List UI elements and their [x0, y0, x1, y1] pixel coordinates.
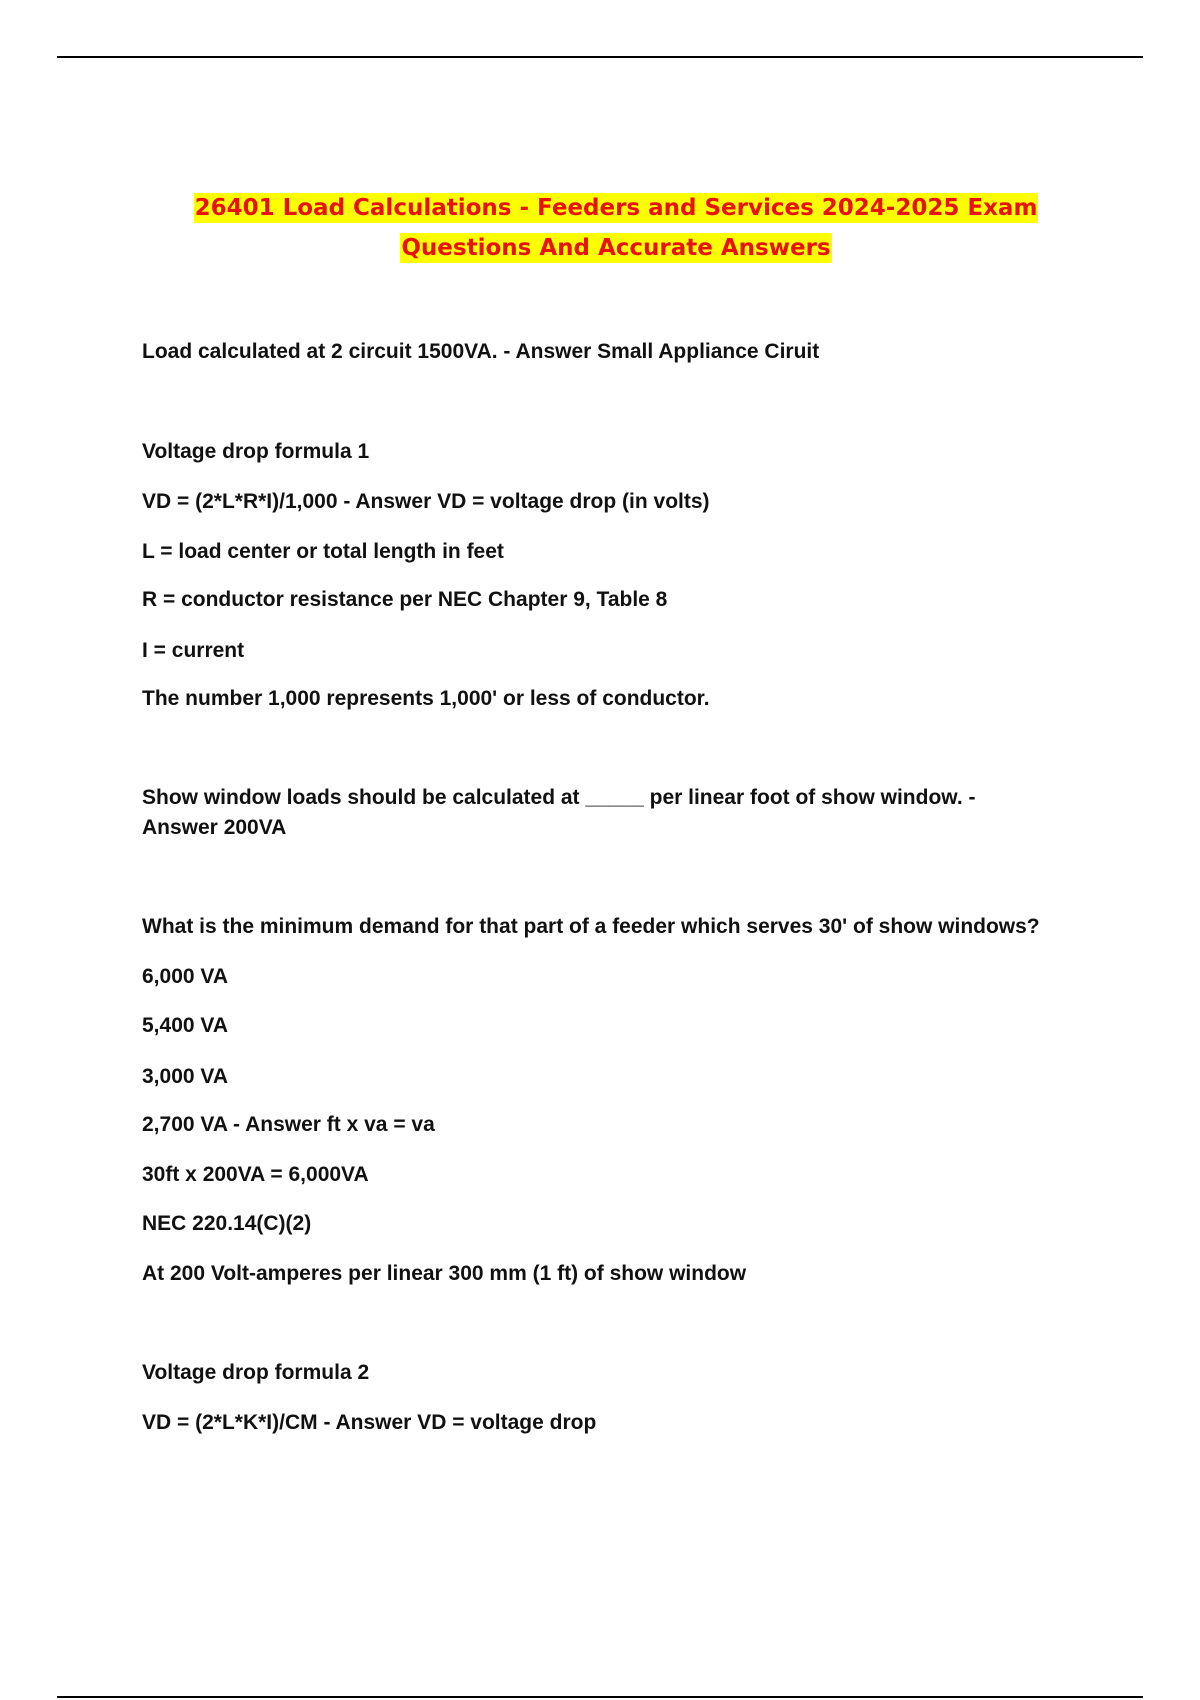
qa-line: Load calculated at 2 circuit 1500VA. - Answer Small Appliance Ciruit [142, 340, 820, 363]
qa-line: 3,000 VA [142, 1065, 228, 1088]
qa-line: I = current [142, 639, 245, 662]
qa-line: VD = (2*L*K*I)/CM - Answer VD = voltage drop [142, 1411, 597, 1434]
title-line-1: 26401 Load Calculations - Feeders and Services 2024-2025 Exam [194, 195, 1038, 221]
qa-line: What is the minimum demand for that part of a feeder which serves 30' of show windows? [142, 915, 1040, 938]
qa-line: L = load center or total length in feet [142, 540, 504, 563]
qa-line: Answer 200VA [142, 816, 287, 839]
qa-line: Voltage drop formula 1 [142, 440, 370, 463]
qa-line: Show window loads should be calculated at _____ per linear foot of show window. - [142, 786, 976, 809]
qa-line: 30ft x 200VA = 6,000VA [142, 1163, 369, 1186]
qa-line: At 200 Volt-amperes per linear 300 mm (1 ft) of show window [142, 1262, 747, 1285]
qa-line: NEC 220.14(C)(2) [142, 1212, 312, 1235]
top-rule [57, 56, 1143, 58]
bottom-rule [57, 1696, 1143, 1698]
qa-line: 5,400 VA [142, 1014, 228, 1037]
qa-line: VD = (2*L*R*I)/1,000 - Answer VD = voltage drop (in volts) [142, 490, 710, 513]
qa-line: 2,700 VA - Answer ft x va = va [142, 1113, 435, 1136]
title-line-2: Questions And Accurate Answers [401, 235, 831, 261]
qa-line: 6,000 VA [142, 965, 228, 988]
qa-line: R = conductor resistance per NEC Chapter 9, Table 8 [142, 588, 668, 611]
qa-line: The number 1,000 represents 1,000' or less of conductor. [142, 687, 710, 710]
qa-line: Voltage drop formula 2 [142, 1361, 370, 1384]
document-title [0, 188, 1200, 268]
